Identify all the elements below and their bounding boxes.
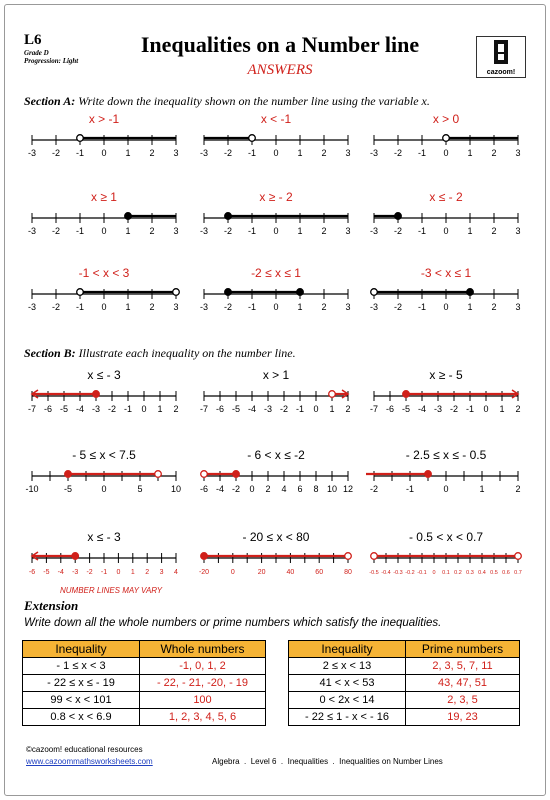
table-cell: - 22 ≤ x ≤ - 19 <box>23 675 140 692</box>
tick-label: 2 <box>149 148 155 158</box>
page-subtitle: ANSWERS <box>247 62 313 78</box>
tick-label: 1 <box>125 148 131 158</box>
table-cell: - 22 ≤ 1 - x < - 16 <box>289 709 406 726</box>
tick-label: -2 <box>223 302 233 312</box>
open-endpoint <box>345 553 352 560</box>
open-endpoint <box>77 289 84 296</box>
tick-label: -3 <box>369 148 379 158</box>
tick-label: 20 <box>257 569 266 576</box>
tick-label: 0.6 <box>502 570 510 576</box>
tick-label: -7 <box>199 404 209 414</box>
tick-label: 0 <box>230 569 235 576</box>
tick-label: -1 <box>295 404 305 414</box>
tick-label: -1 <box>405 484 415 494</box>
tick-label: -3 <box>199 226 209 236</box>
tick-label: 2 <box>321 302 327 312</box>
table-cell: - 22, - 21, -20, - 19 <box>140 675 266 692</box>
tick-label: 1 <box>297 302 303 312</box>
closed-endpoint <box>225 289 232 296</box>
number-line <box>196 448 356 494</box>
tick-label: 2 <box>491 148 497 158</box>
column-header: Inequality <box>289 641 406 658</box>
tick-label: -1 <box>247 302 257 312</box>
open-endpoint <box>201 471 208 478</box>
tick-label: -1 <box>247 226 257 236</box>
tick-label: 60 <box>315 569 324 576</box>
tick-label: 2 <box>491 302 497 312</box>
table-cell: -1, 0, 1, 2 <box>140 658 266 675</box>
tick-label: 0 <box>101 302 107 312</box>
tick-label: 3 <box>515 302 521 312</box>
prime-numbers-table <box>288 640 520 726</box>
closed-endpoint <box>297 289 304 296</box>
tick-label: 0 <box>432 570 436 576</box>
number-line-graphic <box>196 128 356 158</box>
inequality-label: x ≤ - 3 <box>87 368 121 382</box>
tick-label: 2 <box>491 226 497 236</box>
table-cell: 2, 3, 5 <box>406 692 520 709</box>
tick-label: -6 <box>385 404 395 414</box>
inequality-label: - 2.5 ≤ x ≤ - 0.5 <box>405 448 487 462</box>
tick-label: -4 <box>57 569 64 576</box>
number-line-graphic <box>196 206 356 236</box>
whole-numbers-table <box>22 640 266 726</box>
number-line-graphic <box>24 206 184 236</box>
closed-endpoint <box>395 213 402 220</box>
number-line <box>366 190 526 236</box>
inequality-label: x > 0 <box>432 112 460 126</box>
tick-label: 1 <box>125 302 131 312</box>
tick-label: 0 <box>273 148 279 158</box>
table-cell: 41 < x < 53 <box>289 675 406 692</box>
tick-label: -3 <box>369 302 379 312</box>
tick-label: -2 <box>107 404 117 414</box>
table-cell: 1, 2, 3, 4, 5, 6 <box>140 709 266 726</box>
table-cell: 19, 23 <box>406 709 520 726</box>
tick-label: -2 <box>279 404 289 414</box>
tick-label: 2 <box>173 404 179 414</box>
tick-label: -2 <box>223 148 233 158</box>
tick-label: -2 <box>231 484 241 494</box>
number-line <box>24 266 184 312</box>
tick-label: 2 <box>321 226 327 236</box>
progression-text: Progression: Light <box>24 57 79 65</box>
tick-label: 3 <box>345 302 351 312</box>
open-endpoint <box>155 471 162 478</box>
tick-label: -1 <box>417 226 427 236</box>
number-line-graphic <box>196 464 356 494</box>
inequality-label: - 20 ≤ x < 80 <box>242 530 310 544</box>
tick-label: -6 <box>28 569 36 576</box>
tick-label: 2 <box>345 404 351 414</box>
table-row <box>289 692 520 709</box>
tick-label: -5 <box>59 404 69 414</box>
tick-label: 3 <box>159 569 164 576</box>
number-line-graphic <box>366 282 526 312</box>
tick-label: 4 <box>281 484 287 494</box>
column-header: Whole numbers <box>140 641 266 658</box>
number-line <box>24 112 184 158</box>
tick-label: -1 <box>75 148 85 158</box>
tick-label: 0 <box>483 404 489 414</box>
table-header-row <box>23 641 266 658</box>
inequality-label: x ≤ - 2 <box>429 190 463 204</box>
tick-label: 2 <box>149 226 155 236</box>
table-header-row <box>289 641 520 658</box>
number-line <box>196 190 356 236</box>
tick-label: 5 <box>137 484 143 494</box>
tick-label: 0.1 <box>442 570 450 576</box>
tick-label: -3 <box>91 404 101 414</box>
tick-label: 3 <box>173 226 179 236</box>
tick-label: -7 <box>369 404 379 414</box>
inequality-label: x ≥ - 5 <box>429 368 463 382</box>
tick-label: -1 <box>247 148 257 158</box>
tick-label: 3 <box>515 226 521 236</box>
number-lines-note: NUMBER LINES MAY VARY <box>60 586 163 595</box>
number-line-graphic <box>196 546 356 576</box>
tick-label: -3 <box>199 302 209 312</box>
tick-label: -6 <box>199 484 209 494</box>
tick-label: -6 <box>215 404 225 414</box>
table-cell: 0.8 < x < 6.9 <box>23 709 140 726</box>
tick-label: -5 <box>63 484 73 494</box>
tick-label: 8 <box>313 484 319 494</box>
section-a-instruction: Write down the inequality shown on the number line using the variable x. <box>78 94 430 108</box>
open-endpoint <box>77 135 84 142</box>
number-line-graphic <box>196 282 356 312</box>
table-row <box>23 692 266 709</box>
number-line <box>196 368 356 414</box>
table-cell: 0 < 2x < 14 <box>289 692 406 709</box>
column-header: Prime numbers <box>406 641 520 658</box>
section-b-instruction: Illustrate each inequality on the number line. <box>78 346 296 360</box>
number-line <box>366 448 526 494</box>
tick-label: 0 <box>443 484 449 494</box>
tick-label: 1 <box>125 226 131 236</box>
tick-label: 3 <box>515 148 521 158</box>
closed-endpoint <box>425 471 432 478</box>
number-line-graphic <box>24 384 184 414</box>
tick-label: 0 <box>101 148 107 158</box>
open-endpoint <box>173 289 180 296</box>
table-row <box>289 658 520 675</box>
tick-label: 12 <box>342 484 354 494</box>
closed-endpoint <box>201 553 208 560</box>
number-line-graphic <box>24 546 184 576</box>
number-line-graphic <box>366 206 526 236</box>
tick-label: -2 <box>369 484 379 494</box>
open-endpoint <box>443 135 450 142</box>
number-line-graphic <box>366 546 526 576</box>
column-header: Inequality <box>23 641 140 658</box>
number-line-graphic <box>366 464 526 494</box>
closed-endpoint <box>65 471 72 478</box>
number-line-graphic <box>24 282 184 312</box>
tick-label: -3 <box>199 148 209 158</box>
extension-title: Extension <box>24 598 79 613</box>
inequality-label: x ≥ - 2 <box>259 190 293 204</box>
number-line-graphic <box>366 128 526 158</box>
table-row <box>23 658 266 675</box>
number-line <box>196 530 356 576</box>
number-line-graphic <box>366 384 526 414</box>
table-cell: 2 ≤ x < 13 <box>289 658 406 675</box>
number-line <box>24 448 184 494</box>
tick-label: -1 <box>417 302 427 312</box>
extension-instruction: Write down all the whole numbers or prime numbers which satisfy the inequalities. <box>24 617 442 629</box>
tick-label: -0.2 <box>405 570 415 576</box>
tick-label: 0.5 <box>490 570 498 576</box>
tick-label: 0.7 <box>514 570 522 576</box>
tick-label: 0 <box>141 404 147 414</box>
footer-link-wrap <box>26 757 153 766</box>
tick-label: 1 <box>297 148 303 158</box>
table-cell: - 1 ≤ x < 3 <box>23 658 140 675</box>
inequality-label: x > -1 <box>88 112 120 126</box>
table-row <box>23 709 266 726</box>
tick-label: 1 <box>157 404 163 414</box>
number-line <box>24 368 184 414</box>
tick-label: -0.5 <box>369 570 379 576</box>
tick-label: 0 <box>101 484 107 494</box>
tick-label: -2 <box>393 302 403 312</box>
tick-label: 3 <box>173 302 179 312</box>
tick-label: 3 <box>345 148 351 158</box>
closed-endpoint <box>467 289 474 296</box>
tick-label: 1 <box>329 404 335 414</box>
table-cell: 100 <box>140 692 266 709</box>
level-label <box>24 32 78 65</box>
open-endpoint <box>249 135 256 142</box>
tick-label: 1 <box>479 484 485 494</box>
number-line-graphic <box>24 128 184 158</box>
tick-label: 1 <box>297 226 303 236</box>
inequality-label: -1 < x < 3 <box>78 266 130 280</box>
inequality-label: x < -1 <box>260 112 292 126</box>
closed-endpoint <box>93 391 100 398</box>
tick-label: -2 <box>449 404 459 414</box>
tick-label: -3 <box>27 302 37 312</box>
inequality-label: - 5 ≤ x < 7.5 <box>72 448 136 462</box>
number-line <box>24 530 184 576</box>
tick-label: -1 <box>123 404 133 414</box>
tick-label: 0 <box>101 226 107 236</box>
tick-label: 0 <box>443 148 449 158</box>
tick-label: -4 <box>75 404 85 414</box>
inequality-label: x > 1 <box>262 368 290 382</box>
cazoom-logo <box>476 36 526 78</box>
tick-label: -2 <box>51 226 61 236</box>
level-text: L6 <box>24 32 42 48</box>
tick-label: 0.3 <box>466 570 474 576</box>
table-row <box>289 709 520 726</box>
tick-label: -3 <box>369 226 379 236</box>
section-b-label: Section B: <box>24 346 76 360</box>
tick-label: 3 <box>345 226 351 236</box>
number-line-graphic <box>24 464 184 494</box>
footer-breadcrumb: Algebra . Level 6 . Inequalities . Inequalities on Number Lines <box>212 757 443 766</box>
tick-label: -4 <box>417 404 427 414</box>
table-cell: 99 < x < 101 <box>23 692 140 709</box>
tick-label: -10 <box>25 484 39 494</box>
tick-label: 0 <box>313 404 319 414</box>
inequality-label: - 6 < x ≤ -2 <box>247 448 305 462</box>
tick-label: -0.1 <box>417 570 427 576</box>
tick-label: -3 <box>263 404 273 414</box>
tick-label: -20 <box>198 569 210 576</box>
copyright-text: ©cazoom! educational resources <box>26 745 143 754</box>
inequality-label: - 0.5 < x < 0.7 <box>408 530 484 544</box>
tick-label: 2 <box>515 404 521 414</box>
tick-label: 2 <box>149 302 155 312</box>
table-row <box>23 675 266 692</box>
tick-label: 1 <box>130 569 135 576</box>
tick-label: -3 <box>72 569 79 576</box>
section-a-label: Section A: <box>24 94 76 108</box>
tick-label: 4 <box>174 569 178 576</box>
tick-label: 1 <box>499 404 505 414</box>
website-link[interactable]: www.cazoommathsworksheets.com <box>26 757 153 766</box>
closed-endpoint <box>233 471 240 478</box>
tick-label: -1 <box>465 404 475 414</box>
tick-label: -0.3 <box>393 570 403 576</box>
page-title: Inequalities on a Number line <box>140 32 420 57</box>
number-line <box>366 530 526 576</box>
tick-label: 0 <box>443 226 449 236</box>
tick-label: -5 <box>231 404 241 414</box>
tick-label: -2 <box>51 302 61 312</box>
tick-label: -3 <box>433 404 443 414</box>
grade-text: Grade D <box>24 49 49 57</box>
number-line-graphic <box>196 384 356 414</box>
tick-label: 2 <box>265 484 271 494</box>
inequality-label: -2 ≤ x ≤ 1 <box>251 266 301 280</box>
tick-label: -3 <box>27 226 37 236</box>
logo-text: cazoom! <box>486 69 516 76</box>
tick-label: -2 <box>223 226 233 236</box>
open-endpoint <box>515 553 522 560</box>
number-line <box>196 112 356 158</box>
tick-label: 80 <box>344 569 352 576</box>
tick-label: -5 <box>401 404 411 414</box>
tick-label: -2 <box>86 569 93 576</box>
tick-label: -6 <box>43 404 53 414</box>
tick-label: 0 <box>273 226 279 236</box>
tick-label: 1 <box>467 226 473 236</box>
tick-label: -4 <box>247 404 257 414</box>
tick-label: 2 <box>515 484 521 494</box>
tick-label: -2 <box>51 148 61 158</box>
tick-label: 40 <box>286 569 295 576</box>
hourglass-icon <box>477 37 525 67</box>
tick-label: 2 <box>145 569 150 576</box>
tick-label: 2 <box>321 148 327 158</box>
section-b-heading <box>24 346 296 361</box>
number-line <box>366 112 526 158</box>
tick-label: 10 <box>326 484 338 494</box>
tick-label: -1 <box>75 302 85 312</box>
inequality-label: x ≥ 1 <box>91 190 117 204</box>
number-line <box>196 266 356 312</box>
open-endpoint <box>329 391 336 398</box>
number-line <box>366 368 526 414</box>
tick-label: -1 <box>75 226 85 236</box>
tick-label: -2 <box>393 226 403 236</box>
tick-label: -2 <box>393 148 403 158</box>
tick-label: -7 <box>27 404 37 414</box>
table-cell: 43, 47, 51 <box>406 675 520 692</box>
tick-label: 0 <box>443 302 449 312</box>
inequality-label: x ≤ - 3 <box>87 530 121 544</box>
tick-label: -1 <box>100 569 108 576</box>
table-row <box>289 675 520 692</box>
tick-label: 6 <box>297 484 303 494</box>
tick-label: 1 <box>467 148 473 158</box>
tick-label: 3 <box>173 148 179 158</box>
tick-label: -5 <box>43 569 50 576</box>
tick-label: -0.4 <box>381 570 391 576</box>
tick-label: 0.4 <box>478 570 486 576</box>
tick-label: -4 <box>215 484 225 494</box>
tick-label: 0.2 <box>454 570 462 576</box>
tick-label: -3 <box>27 148 37 158</box>
closed-endpoint <box>72 553 79 560</box>
table-cell: 2, 3, 5, 7, 11 <box>406 658 520 675</box>
inequality-label: -3 < x ≤ 1 <box>420 266 472 280</box>
number-line <box>366 266 526 312</box>
open-endpoint <box>371 553 378 560</box>
closed-endpoint <box>403 391 410 398</box>
tick-label: 0 <box>249 484 255 494</box>
closed-endpoint <box>225 213 232 220</box>
tick-label: 0 <box>273 302 279 312</box>
tick-label: 1 <box>467 302 473 312</box>
tick-label: 10 <box>170 484 182 494</box>
tick-label: -1 <box>417 148 427 158</box>
section-a-heading <box>24 94 430 109</box>
closed-endpoint <box>125 213 132 220</box>
number-line <box>24 190 184 236</box>
open-endpoint <box>371 289 378 296</box>
tick-label: 0 <box>116 569 121 576</box>
